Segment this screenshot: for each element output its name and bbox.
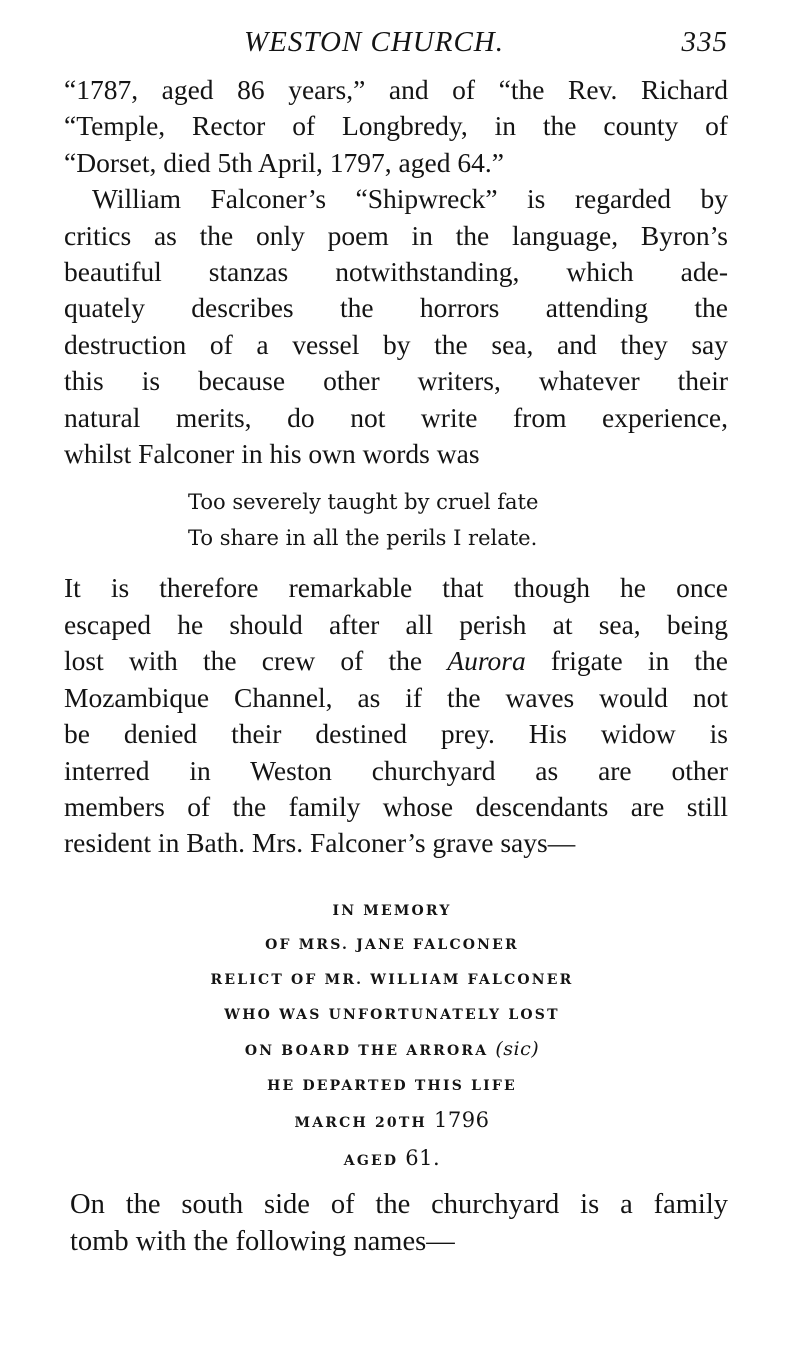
inscription-line: IN MEMORY [332, 902, 452, 919]
ship-name: Aurora [447, 645, 526, 677]
text-line [64, 643, 728, 679]
text-line: whilst Falconer in his own words was [64, 438, 480, 470]
text-line: “Temple, Rector of Longbredy, in the county of [64, 110, 728, 142]
inscription-line [64, 1141, 720, 1179]
text-line: escaped he should after all perish at sea, being [64, 608, 728, 640]
running-header [64, 22, 728, 66]
quotation-continuation-paragraph [64, 72, 728, 181]
inscription-line [64, 1103, 720, 1141]
inscription-text: ON BOARD THE ARRORA [244, 1043, 496, 1060]
page-number: 335 [681, 26, 728, 58]
text-line: William Falconer’s “Shipwreck” is regarded by [92, 183, 728, 215]
inscription-line: WHO WAS UNFORTUNATELY LOST [224, 1006, 560, 1023]
text-line: “1787, aged 86 years,” and of “the Rev. Richard [64, 74, 728, 105]
text-line: destruction of a vessel by the sea, and they say [64, 328, 728, 360]
text-line: On the south side of the churchyard is a family [70, 1189, 728, 1221]
inscription-line: OF MRS. JANE FALCONER [265, 937, 519, 954]
grave-inscription [64, 894, 728, 1179]
text-line: quately describes the horrors attending the [64, 292, 728, 324]
verse-line: To share in all the perils I relate. [188, 526, 538, 551]
text-fragment: frigate in the [525, 645, 728, 677]
inscription-text: MARCH 20TH [294, 1115, 434, 1132]
text-line: critics as the only poem in the language, Byron’s [64, 219, 728, 251]
text-line: resident in Bath. Mrs. Falconer’s grave says— [64, 827, 576, 859]
text-line: Mozambique Channel, as if the waves would not [64, 681, 728, 713]
inscription-line [64, 1032, 720, 1069]
verse-line: Too severely taught by cruel fate [188, 490, 539, 515]
inscription-line: RELICT OF MR. WILLIAM FALCONER [210, 971, 574, 988]
falconer-paragraph [64, 181, 728, 472]
running-title: WESTON CHURCH. [244, 26, 504, 58]
text-line: “Dorset, died 5th April, 1797, aged 64.” [64, 146, 504, 178]
text-line: members of the family whose descendants are still [64, 790, 728, 822]
text-line: natural merits, do not write from experience, [64, 401, 728, 433]
text-line: tomb with the following names— [70, 1226, 455, 1258]
inscription-text: AGED [343, 1152, 406, 1169]
text-line: It is therefore remarkable that though he once [64, 572, 728, 604]
text-line: beautiful stanzas notwithstanding, which ade- [64, 256, 728, 288]
death-year: 1796 [434, 1108, 490, 1133]
text-fragment: lost with the crew of the [64, 645, 448, 677]
sic-note: (sic) [495, 1038, 540, 1061]
text-line: interred in Weston churchyard as are other [64, 754, 728, 786]
family-tomb-paragraph [70, 1186, 728, 1260]
text-line: this is because other writers, whatever their [64, 365, 728, 397]
remarkable-paragraph [64, 570, 728, 861]
verse-quotation [188, 484, 728, 556]
age-value: 61. [405, 1145, 441, 1170]
book-page [64, 22, 728, 1260]
inscription-line: HE DEPARTED THIS LIFE [267, 1077, 517, 1094]
text-line: be denied their destined prey. His widow is [64, 718, 728, 750]
